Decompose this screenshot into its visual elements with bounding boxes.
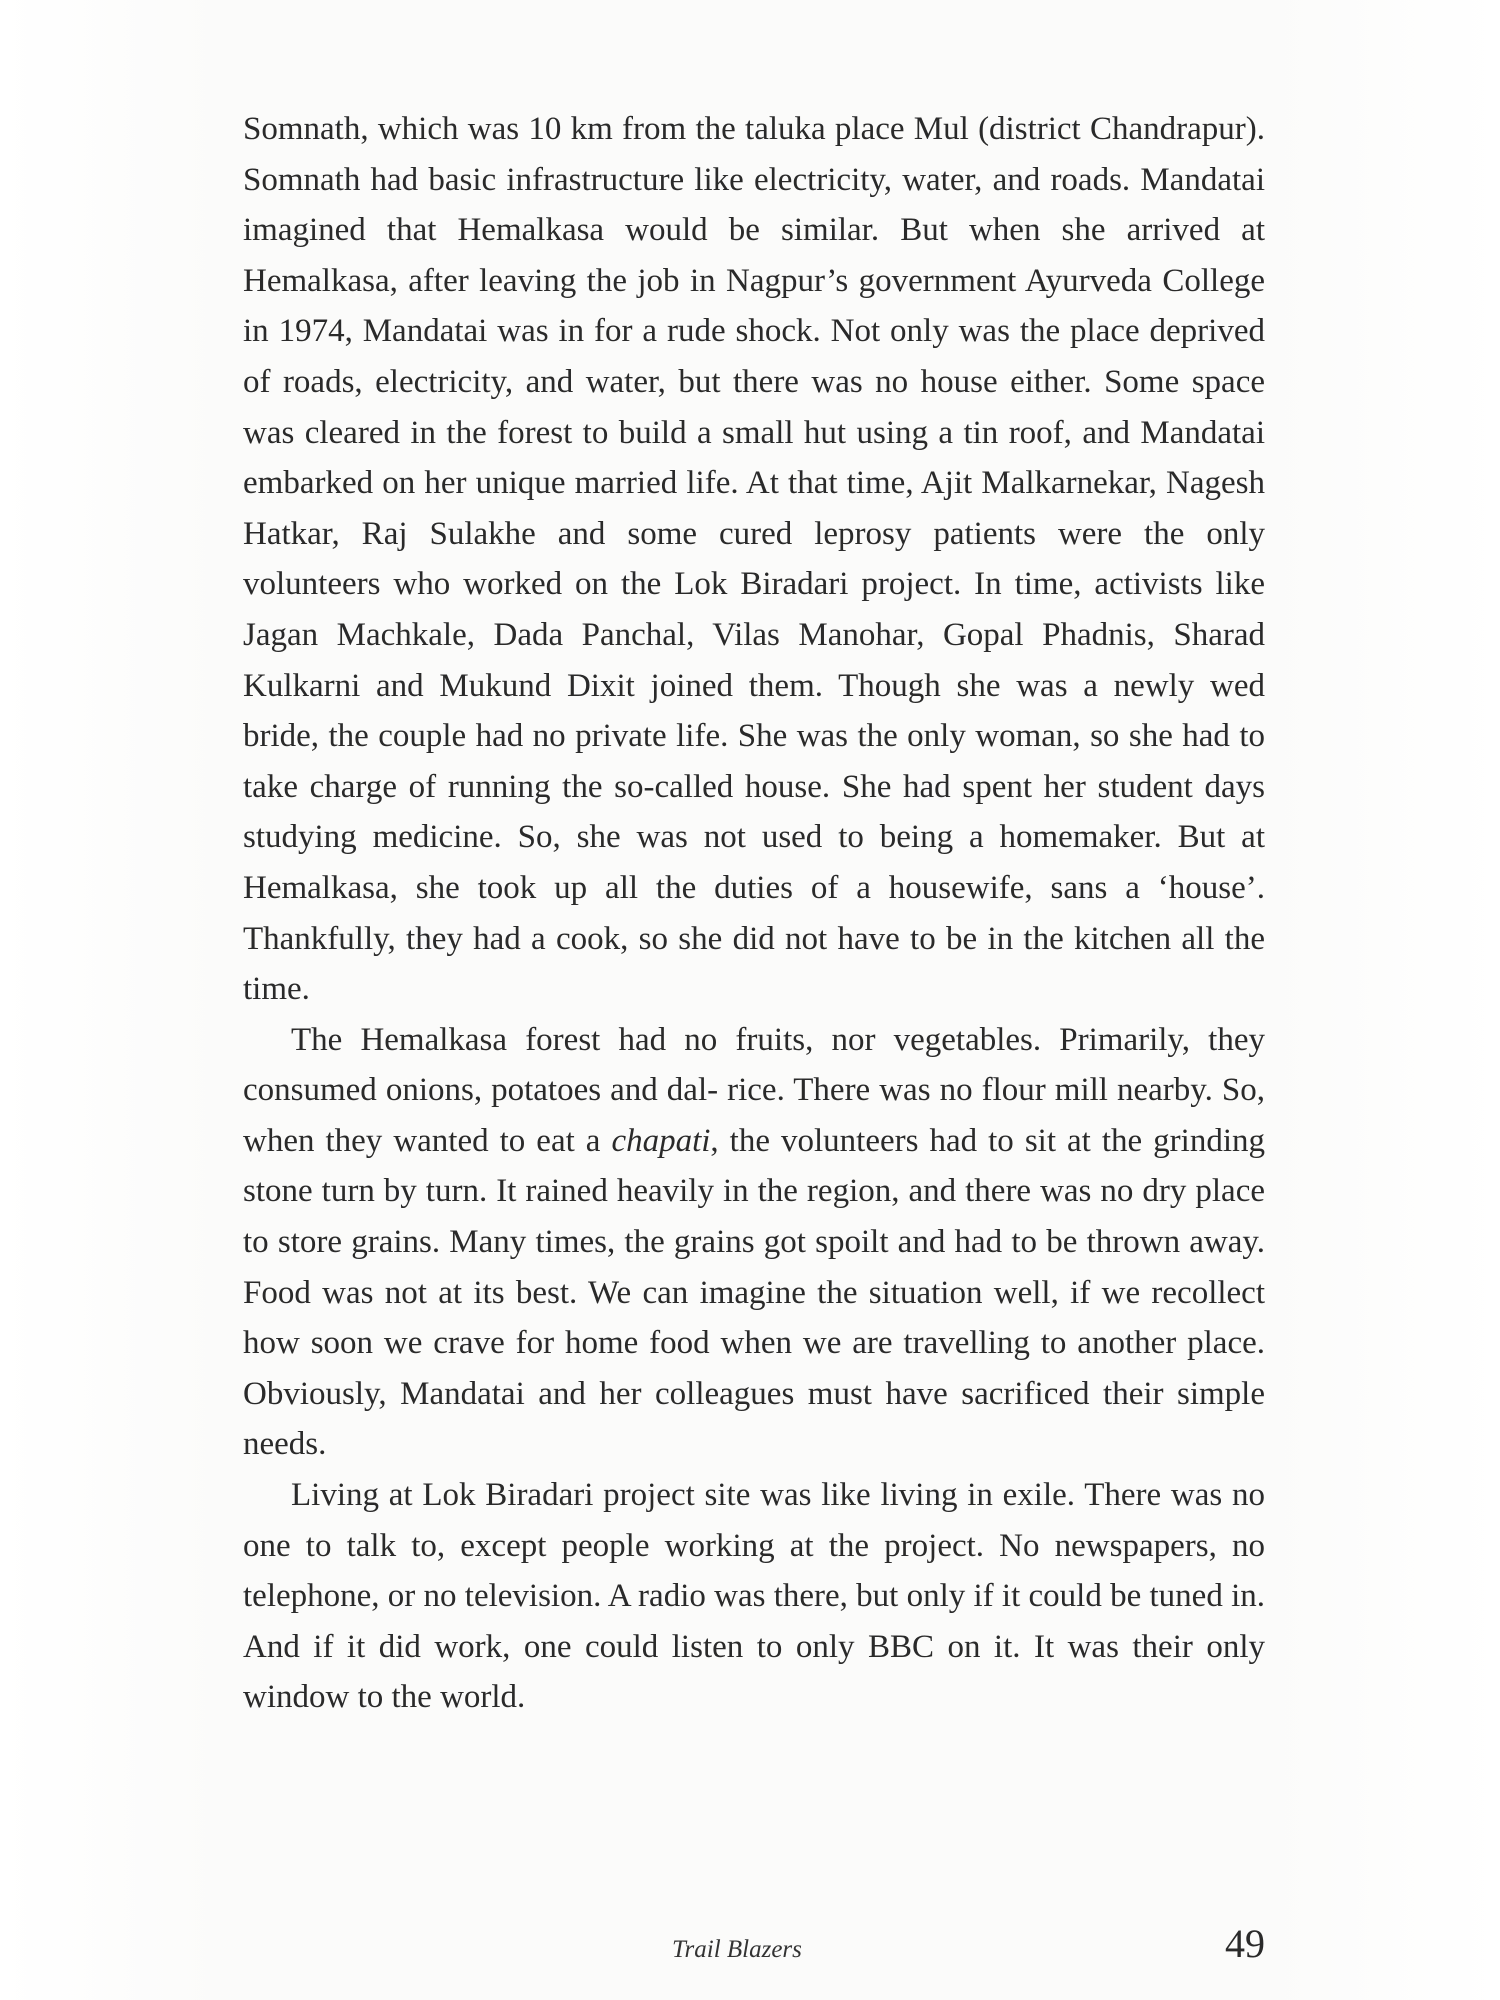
paragraph-3 [243,1470,1265,1723]
body-text [243,104,1265,1723]
paragraph-2 [243,1015,1265,1470]
paragraph-text: Living at Lok Biradari project site was like living in exile. There was no one to talk to, except people working at the project. No newspapers, no telephone, or no television. A radio was there, but only if it could be tuned in. And if it did work, one could listen to only BBC on it. It was their only window to the world. [243,1477,1265,1716]
running-footer-title: Trail Blazers [672,1936,802,1963]
page-number: 49 [1225,1921,1265,1966]
paragraph-1 [243,104,1265,1015]
italic-term: chapati [611,1122,711,1159]
page-shading-right [1270,0,1500,2000]
paragraph-text: Somnath, which was 10 km from the taluka place Mul (district Chandrapur). Somnath had basic infrastructure like electricity, water, and roads. Mandatai imagined that Hemalkasa would be similar. But when she arrived at Hemalkasa, after leaving the job in Nagpur’s government Ayurveda College in 1974, Mandatai was in for a rude shock. Not only was the place deprived of roads, electricity, and water, but there was no house either. Some space was cleared in the forest to build a small hut using a tin roof, and Mandatai embarked on her unique married life. At that time, Ajit Malkarnekar, Nagesh Hatkar, Raj Sulakhe and some cured leprosy patients were the only volunteers who worked on the Lok Biradari project. In time, activists like Jagan Machkale, Dada Panchal, Vilas Manohar, Gopal Phadnis, Sharad Kulkarni and Mukund Dixit joined them. Though she was a newly wed bride, the couple had no private life. She was the only woman, so she had to take charge of running the so-called house. She had spent her student days studying medicine. So, she was not used to being a homemaker. But at Hemalkasa, she took up all the duties of a housewife, sans a ‘house’. Thankfully, they had a cook, so she did not have to be in the kitchen all the time. [243,111,1265,1008]
paragraph-text: , the volunteers had to sit at the grinding stone turn by turn. It rained heavily in the region, and there was no dry place to store grains. Many times, the grains got spoilt and had to be thrown away. Food was not at its best. We can imagine the situation well, if we recollect how soon we crave for home food when we are travelling to another place. Obviously, Mandatai and her colleagues must have sacrificed their simple needs. [243,1122,1265,1463]
paragraph-text: The Hemalkasa forest had no fruits, nor vegetables. Primarily, they consumed onions, potatoes and dal- rice. There was no flour mill nearby. So, when they wanted to eat a [243,1021,1265,1159]
page-shading-left [0,0,220,2000]
